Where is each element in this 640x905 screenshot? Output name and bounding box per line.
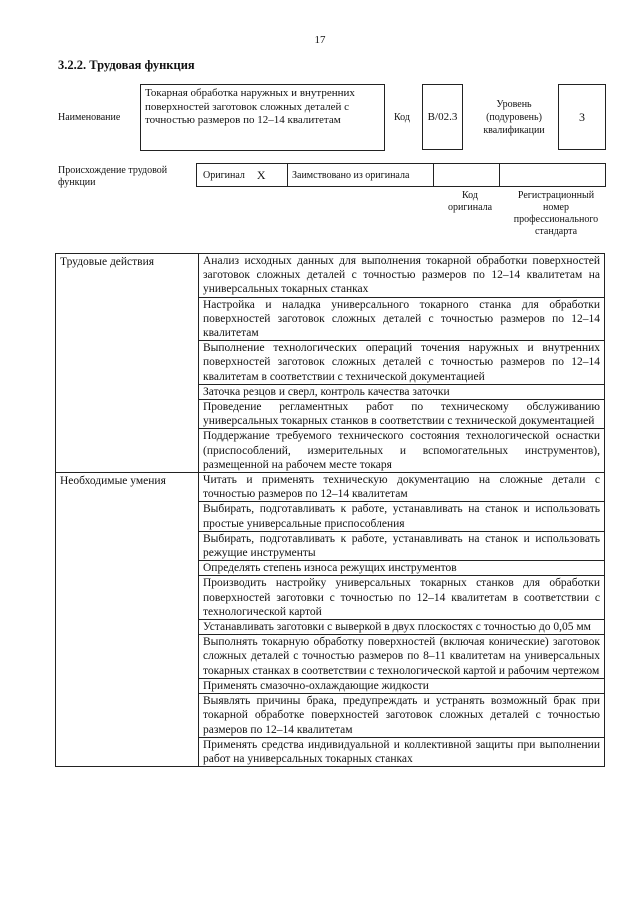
table-cell: Поддержание требуемого технического состояния технологической оснастки (приспособлений, измерительных и вспомогательных инструментов), размещенной на рабочем месте токаря <box>199 429 605 473</box>
table-cell: Выполнять токарную обработку поверхностей (включая конические) заготовок сложных деталей с точностью размеров по 8–11 квалитетам на универсальных токарных станках в соответствии с технологической картой и рабочим чертежом <box>199 635 605 679</box>
table-cell: Настройка и наладка универсального токарного станка для обработки поверхностей заготовок сложных деталей с точностью размеров по 12–14 квалитетам <box>199 297 605 341</box>
table-cell: Выбирать, подготавливать к работе, устанавливать на станок и использовать простые универсальные приспособления <box>199 502 605 531</box>
code-original-label: Код оригинала <box>447 190 493 213</box>
category-cell: Трудовые действия <box>56 254 199 473</box>
function-name-box: Токарная обработка наружных и внутренних поверхностей заготовок сложных деталей с точностью размеров по 12–14 квалитетам <box>140 84 385 151</box>
code-label: Код <box>394 112 410 123</box>
table-cell: Заточка резцов и сверл, контроль качества заточки <box>199 384 605 399</box>
table-row <box>56 473 605 502</box>
function-table <box>55 253 605 767</box>
origin-label: Происхождение трудовой функции <box>58 165 168 188</box>
code-original-cell <box>434 163 500 187</box>
category-cell: Необходимые умения <box>56 473 199 767</box>
code-value-box: B/02.3 <box>422 84 463 150</box>
table-row <box>56 254 605 298</box>
table-cell: Применять смазочно-охлаждающие жидкости <box>199 678 605 693</box>
original-cell <box>196 163 288 187</box>
borrowed-cell <box>288 163 434 187</box>
table-cell: Анализ исходных данных для выполнения токарной обработки поверхностей заготовок сложных деталей с точностью размеров по 12–14 квалитетам на универсальных токарных станках <box>199 254 605 298</box>
table-cell: Выполнение технологических операций точения наружных и внутренних поверхностей заготовок сложных деталей с точностью размеров по 12–14 квалитетам в соответствии с технической документацией <box>199 341 605 385</box>
table-cell: Выявлять причины брака, предупреждать и устранять возможный брак при токарной обработке поверхностей заготовок сложных деталей с точностью размеров по 12–14 квалитетам <box>199 694 605 738</box>
original-mark: X <box>256 167 266 182</box>
origin-row <box>196 163 606 187</box>
section-title: 3.2.2. Трудовая функция <box>58 58 195 72</box>
table-cell: Производить настройку универсальных токарных станков для обработки поверхностей заготовки с точностью по 12–14 квалитетам в соответствии с технологической картой <box>199 576 605 620</box>
level-value-box: 3 <box>558 84 606 150</box>
table-cell: Выбирать, подготавливать к работе, устанавливать на станок и использовать режущие инструменты <box>199 531 605 560</box>
reg-number-cell <box>500 163 606 187</box>
table-cell: Определять степень износа режущих инструментов <box>199 561 605 576</box>
reg-number-label: Регистрационный номер профессионального стандарта <box>513 190 599 237</box>
level-label: Уровень (подуровень) квалификации <box>483 99 545 136</box>
table-cell: Проведение регламентных работ по техническому обслуживанию универсальных токарных станков в соответствии с технической документацией <box>199 400 605 429</box>
table-cell: Применять средства индивидуальной и коллективной защиты при выполнении работ на универсальных токарных станках <box>199 737 605 766</box>
name-label: Наименование <box>58 112 121 123</box>
table-cell: Устанавливать заготовки с выверкой в двух плоскостях с точностью до 0,05 мм <box>199 620 605 635</box>
borrowed-label: Заимствовано из оригинала <box>292 169 410 181</box>
page-number: 17 <box>314 34 326 46</box>
table-cell: Читать и применять техническую документацию на сложные детали с точностью размеров по 12–14 квалитетам <box>199 473 605 502</box>
original-label: Оригинал <box>203 169 245 181</box>
